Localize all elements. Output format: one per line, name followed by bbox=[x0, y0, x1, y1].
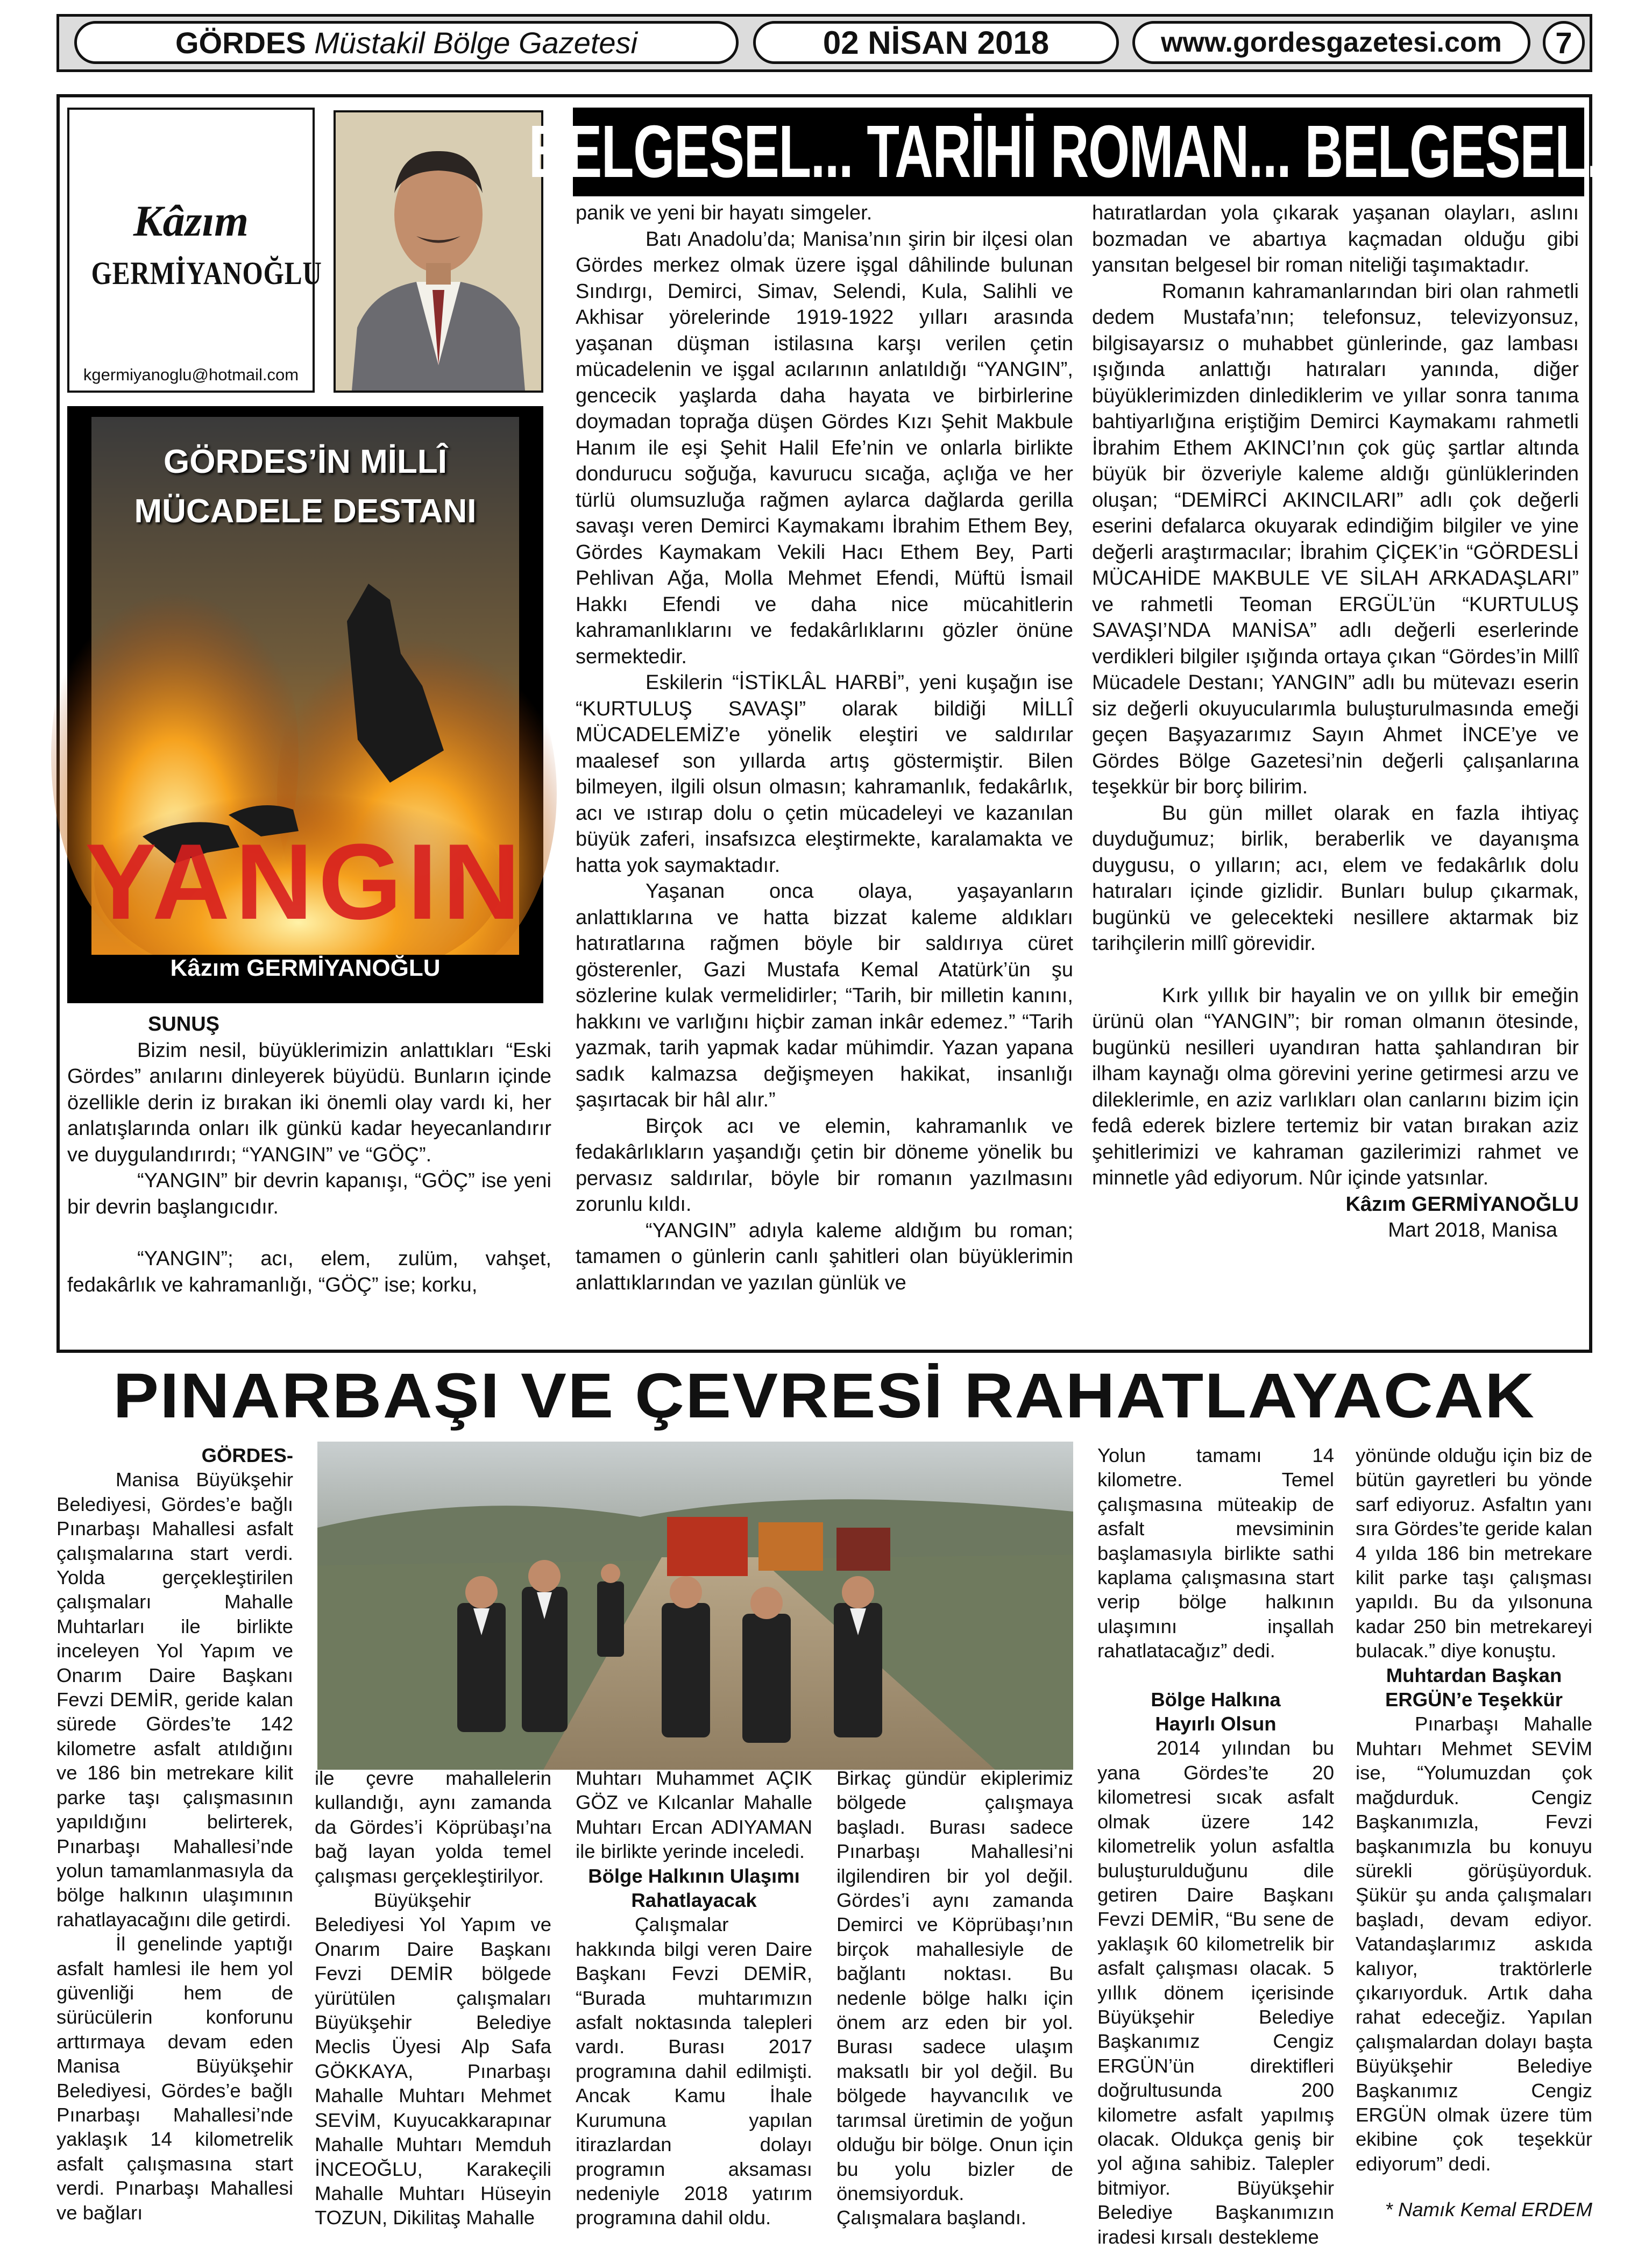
paragraph: Manisa Büyükşehir Belediyesi, Gördes’e bağlı Pınarbaşı Mahallesi asfalt çalışmalarına start verdi. Yolda gerçekleştirilen çalışmaları Mahalle Muhtarları ile birlikte inceleyen Yol Yapım ve Onarım Daire Başkanı Fevzi DEMİR, geride kalan sürede Gördes’te 142 kilometre asfalt atıldığını ve 186 bin metrekare kilit parke taşı çalışmasının yapıldığını belirterek, Pınarbaşı Mahallesi’nde yolun tamamlanmasıyla da bölge halkının ulaşımının rahatlayacağını dile getirdi. bbox=[56, 1468, 293, 1931]
section-heading-sunus: SUNUŞ bbox=[148, 1013, 220, 1035]
paragraph: Kırk yıllık bir hayalin ve on yıllık bir emeğin ürünü olan “YANGIN”; bir roman olmanın ötesinde, bugünkü nesilleri uyandıran hatta şahlandıran bir ilham kaynağı olma görevini yerine getirmesi arzu ve dileklerimle, en aziz varlıkları olan canlarını bizim için fedâ ederek bizlere tertemiz bir vatan bırakan aziz şehitlerimizi ve kahraman gazilerimizi rahmet ve minnetle yâd ediyorum. Nûr içinde yatsınlar. bbox=[1092, 984, 1579, 1189]
author-last-name: GERMİYANOĞLU bbox=[91, 256, 322, 291]
paragraph: Birçok acı ve elemin, kahramanlık ve fedakârlıkların yaşandığı çetin bir döneme yönelik bu pervasız saldırılar, böyle bir romanın yazılmasını zorunlu kıldı. bbox=[576, 1115, 1073, 1216]
page-number-pill bbox=[1543, 21, 1585, 64]
paragraph: “YANGIN” bir devrin kapanışı, “GÖÇ” ise yeni bir devrin başlangıcıdır. bbox=[67, 1169, 551, 1218]
paper-name-pill bbox=[74, 21, 739, 64]
article-banner bbox=[528, 108, 1629, 196]
book-title-line1: GÖRDES’İN MİLLÎ bbox=[164, 443, 447, 480]
paragraph: Pınarbaşı Mahalle Muhtarı Mehmet SEVİM ise, “Yolumuzdan çok mağdurduk. Cengiz Başkanımızla, Fevzi başkanımızla bu konuyu sürekli görüşüyorduk. Şükür şu anda çalışmaları başladı, devam ediyor. Vatandaşlarımız askıda kalıyor, traktörlerle çıkarıyorduk. Artık daha rahat edeceğiz. Yapılan çalışmalardan dolayı başta Büyükşehir Belediye Başkanımız Cengiz ERGÜN olmak üzere tüm ekibine çok teşekkür ediyorum” dedi. bbox=[1356, 1713, 1592, 2175]
article-column-2 bbox=[576, 200, 1073, 1332]
news-photo bbox=[317, 1442, 1073, 1770]
paragraph: Birkaç gündür ekiplerimiz bölgede çalışmaya başladı. Burası sadece Pınarbaşı Mahallesi’ni ilgilendiren bir yol değil. Gördes’i aynı zamanda Demirci ve Köprübaşı’nın birçok mahallesiyle de bağlantı noktası. Bu nedenle bölge halkı için önem arz eden bir yol. Burası sadece ulaşım maksatlı bir yol değil. Bu bölgede hayvancılık ve tarımsal üretimin de yoğun olduğu bir bölge. Onun için bu yolu bizler de önemsiyorduk. Çalışmalara başlandı. bbox=[836, 1767, 1073, 2229]
signature-place: Mart 2018, Manisa bbox=[1388, 1219, 1557, 1241]
paragraph: panik ve yeni bir hayatı simgeler. bbox=[576, 202, 873, 224]
paragraph: Romanın kahramanlarından biri olan rahmetli dedem Mustafa’nın; telefonsuz, televizyonsuz, bilgisayarsız o muhabbet günlerinde, gaz lambası ışığında anlattığı hatıraları yanında, diğer büyüklerimizden dinlediklerim ve yıllar sonra tanıma bahtiyarlığına eriştiğim Demirci Kaymakamı rahmetli İbrahim Ethem AKINCI’nın çok güç şartlar altında büyük bir özveriyle kaleme aldığı günlüklerinden oluşan; “DEMİRCİ AKINCILARI” adlı çok değerli eserini defalarca okuyarak edindiğim bilgiler ve yine değerli araştırmacılar; İbrahim ÇİÇEK’in “GÖRDESLİ MÜCAHİDE MAKBULE VE SİLAH ARKADAŞLARI” ve rahmetli Teoman ERGÜL’ün “KURTULUŞ SAVAŞI’NDA MANİSA” adlı değerli eserlerinde verdikleri bilgiler ışığında ortaya çıkan “Gördes’in Millî Mücadele Destanı; YANGIN” adlı bu mütevazı eserin siz değerli okuyucularımla buluşturulmasında emeği geçen Başyazarımız Sayın Ahmet İNCE’ye ve Gördes Bölge Gazetesi’nin değerli çalışanlarına teşekkür bir borç bilirim. bbox=[1092, 280, 1579, 798]
subheading: Bölge Halkının Ulaşımı bbox=[588, 1864, 800, 1887]
news-column-6 bbox=[1356, 1443, 1592, 2221]
paragraph: Bu gün millet olarak en fazla ihtiyaç duyduğumuz; birlik, beraberlik ve dayanışma duygusu, o yılların; acı, elem ve fedakârlık dolu hatıraları içinde gizlidir. Bunları bulup çıkarmak, bugünkü ve gelecekteki nesillere aktarmak biz tarihçilerin millî görevidir. bbox=[1092, 801, 1579, 955]
issue-date-pill bbox=[753, 21, 1119, 64]
paragraph: Yolun tamamı 14 kilometre. Temel çalışmasına müteakip de asfalt mevsiminin başlamasıyla birlikte sathi kaplama çalışmasına start verip bölge halkının ulaşımını inşallah rahatlatacağız” dedi. bbox=[1097, 1444, 1334, 1662]
website: www.gordesgazetesi.com bbox=[1161, 27, 1502, 58]
news-column-1 bbox=[56, 1443, 293, 2224]
page-header bbox=[56, 14, 1592, 72]
paragraph: “YANGIN”; acı, elem, zulüm, vahşet, fedakârlık ve kahramanlığı, “GÖÇ” ise; korku, bbox=[67, 1247, 551, 1296]
paragraph: “YANGIN” adıyla kaleme aldığım bu roman; tamamen o günlerin canlı şahitleri olan büyüklerimin anlattıklarından ve yazılan günlük ve bbox=[576, 1219, 1073, 1294]
book-title-line2: MÜCADELE DESTANI bbox=[134, 493, 477, 530]
signature: Kâzım GERMİYANOĞLU bbox=[1345, 1193, 1579, 1216]
paragraph: Muhtarı Muhammet AÇIK GÖZ ve Kılcanlar Mahalle Muhtarı Ercan ADIYAMAN ile birlikte yerinde inceledi. bbox=[576, 1767, 812, 1863]
author-photo bbox=[334, 110, 543, 393]
news-column-4 bbox=[836, 1766, 1073, 2229]
paper-subtitle: Müstakil Bölge Gazetesi bbox=[314, 25, 637, 60]
book-cover bbox=[67, 406, 543, 1003]
road-scene bbox=[317, 1442, 1073, 1770]
byline: * Namık Kemal ERDEM bbox=[1385, 2198, 1592, 2221]
author-box bbox=[67, 108, 322, 393]
headline bbox=[56, 1358, 1592, 1434]
paragraph: Batı Anadolu’da; Manisa’nın şirin bir ilçesi olan Gördes merkez olmak üzere işgal dâhilinde bulunan Sındırgı, Demirci, Simav, Selendi, Kula, Salihli ve Akhisar yörelerinde 1919-1922 yılları arasında yaşanan düşman istilasına karşı verilen çetin mücadelenin ve işgal acılarının anlatıldığı “YANGIN”, gencecik yaşlarda daha hayata ve birbirlerine doymadan toprağa düşen Gördes Kızı Şehit Makbule Hanım ile eşi Şehit Halil Efe’nin ve onlarla birlikte dondurucu soğuğa, kavurucu sıcağa, açlığa ve her türlü olumsuzluğa rağmen aylarca dağlarda gerilla savaşı veren Demirci Kaymakamı İbrahim Ethem Bey, Gördes Kaymakam Vekili Hacı Ethem Bey, Parti Pehlivan Ağa, Molla Mehmet Efendi, Müftü İsmail Hakkı Efendi ve daha nice mücahitlerin kahramanlıklarını ve fedakârlıklarını gözler önüne sermektedir. bbox=[576, 228, 1073, 668]
news-column-5 bbox=[1097, 1443, 1334, 2248]
subheading: Muhtardan Başkan bbox=[1386, 1664, 1562, 1686]
news-column-3 bbox=[576, 1766, 812, 2229]
book-big-title: YANGIN bbox=[84, 822, 526, 942]
paragraph: hatıratlardan yola çıkarak yaşanan olayları, aslını bozmadan ve abartıya kaçmadan olduğu gibi yansıtan belgesel bir roman niteliği taşımaktadır. bbox=[1092, 202, 1579, 276]
paragraph: Eskilerin “İSTİKLÂL HARBİ”, yeni kuşağın ise “KURTULUŞ SAVAŞI” olarak bildiği MİLLÎ MÜCADELEMİZ’e yönelik eleştiri ve saldırılar maalesef son yıllarda artış göstermiştir. Bilen bilmeyen, ilgili olsun olmasın; kahramanlık, fedakârlık, acı ve ıstırap dolu o çetin mücadeleyi ve kazanılan büyük zaferi, insafsızca eleştirmekte, karalamakta ve hatta yok saymaktadır. bbox=[576, 671, 1073, 877]
website-pill bbox=[1132, 21, 1530, 64]
news-column-2 bbox=[315, 1766, 551, 2229]
headline-text: PINARBAŞI VE ÇEVRESİ RAHATLAYACAK bbox=[113, 1360, 1536, 1431]
paragraph: ile çevre mahallelerin kullandığı, aynı zamanda da Gördes’i Köprübaşı’na bağ layan yolda temel çalışması gerçekleştirilyor. bbox=[315, 1767, 551, 1887]
paragraph: Bizim nesil, büyüklerimizin anlattıkları “Eski Gördes” anılarını dinleyerek büyüdü. Bunların içinde özellikle derin iz bırakan iki önemli olay vardı ki, her anlatışlarında onları ilk günkü kadar heyecanlandırır ve duygulandırırdı; “YANGIN” ve “GÖÇ”. bbox=[67, 1039, 551, 1166]
paragraph: 2014 yılından bu yana Gördes’te 20 kilometresi sıcak asfalt olmak üzere 142 kilometrelik yolun asfaltla buluşturulduğunu dile getiren Daire Başkanı Fevzi DEMİR, “Bu sene de yaklaşık 60 kilometrelik bir asfalt çalışması olacak. 5 yıllık dönem içerisinde Büyükşehir Belediye Başkanımız Cengiz ERGÜN’ün direktifleri doğrultusunda 200 kilometre asfalt yapılmış olacak. Oldukça geniş bir yol ağına sahibiz. Talepler bitmiyor. Büyükşehir Belediye Başkanımızın iradesi kırsalı destekleme bbox=[1097, 1737, 1334, 2248]
author-first-name: Kâzım bbox=[133, 196, 249, 245]
subheading: Hayırlı Olsun bbox=[1155, 1713, 1277, 1735]
paragraph: Yaşanan onca olaya, yaşayanların anlattıklarına ve hatta bizzat kaleme aldıkları hatıratlarına rağmen böyle bir saldırıya cüret gösterenler, Gazi Mustafa Kemal Atatürk’ün şu sözlerine kulak vermelidirler; “Tarih, bir milletin kanını, hakkını ve varlığını hiçbir zaman inkâr edemez.” “Tarih yazmak, tarih yapmak kadar mühimdir. Yazan yapana sadık kalmazsa değişmeyen hakikat, insanlığı şaşırtacak bir hâl alır.” bbox=[576, 880, 1073, 1111]
issue-date: 02 NİSAN 2018 bbox=[823, 24, 1050, 61]
paragraph: Çalışmalar hakkında bilgi veren Daire Başkanı Fevzi DEMİR, “Burada muhtarımızın asfalt noktasında talepleri vardı. Burası 2017 programına dahil edilmişti. Ancak Kamu İhale Kurumuna yapılan itirazlardan dolayı programın aksaması nedeniyle 2018 yatırım programına dahil oldu. bbox=[576, 1913, 812, 2229]
book-author: Kâzım GERMİYANOĞLU bbox=[170, 955, 441, 981]
banner-text: BELGESEL... TARİHİ ROMAN... BELGESEL... bbox=[528, 110, 1629, 193]
subheading: Rahatlayacak bbox=[631, 1889, 757, 1912]
paragraph: yönünde olduğu için biz de bütün gayretleri bu yönde sarf ediyoruz. Asfaltın yanı sıra Gördes’te geride kalan 4 yılda 186 bin metrekare kilit parke taşı çalışması yapıldı. Bu da yılsonuna kadar 250 bin metrekareyi bulacak.” diye konuştu. bbox=[1356, 1444, 1592, 1662]
paragraph: İl genelinde yaptığı asfalt hamlesi ile hem yol güvenliği hem de sürücülerin konforunu arttırmaya devam eden Manisa Büyükşehir Belediyesi, Gördes’e bağlı Pınarbaşı Mahallesi’nde yaklaşık 14 kilometrelik asfalt çalışmasına start verdi. Pınarbaşı Mahallesi ve bağları bbox=[56, 1933, 293, 2224]
page-number: 7 bbox=[1555, 25, 1572, 60]
portrait-figure bbox=[336, 112, 541, 391]
paper-name: GÖRDES bbox=[175, 25, 306, 60]
author-email: kgermiyanoglu@hotmail.com bbox=[83, 365, 299, 384]
dateline: GÖRDES- bbox=[201, 1444, 293, 1466]
article-column-3 bbox=[1092, 200, 1579, 1340]
subheading: ERGÜN’e Teşekkür bbox=[1385, 1688, 1563, 1711]
subheading: Bölge Halkına bbox=[1151, 1688, 1281, 1711]
paragraph: Büyükşehir Belediyesi Yol Yapım ve Onarım Daire Başkanı Fevzi DEMİR bölgede yürütülen çalışmaları Büyükşehir Belediye Meclis Üyesi Alp Safa GÖKKAYA, Pınarbaşı Mahalle Muhtarı Mehmet SEVİM, Kuyucakkarapınar Mahalle Muhtarı Memduh İNCEOĞLU, Karakeçili Mahalle Muhtarı Hüseyin TOZUN, Dikilitaş Mahalle bbox=[315, 1889, 551, 2229]
article-column-1 bbox=[67, 1011, 551, 1329]
